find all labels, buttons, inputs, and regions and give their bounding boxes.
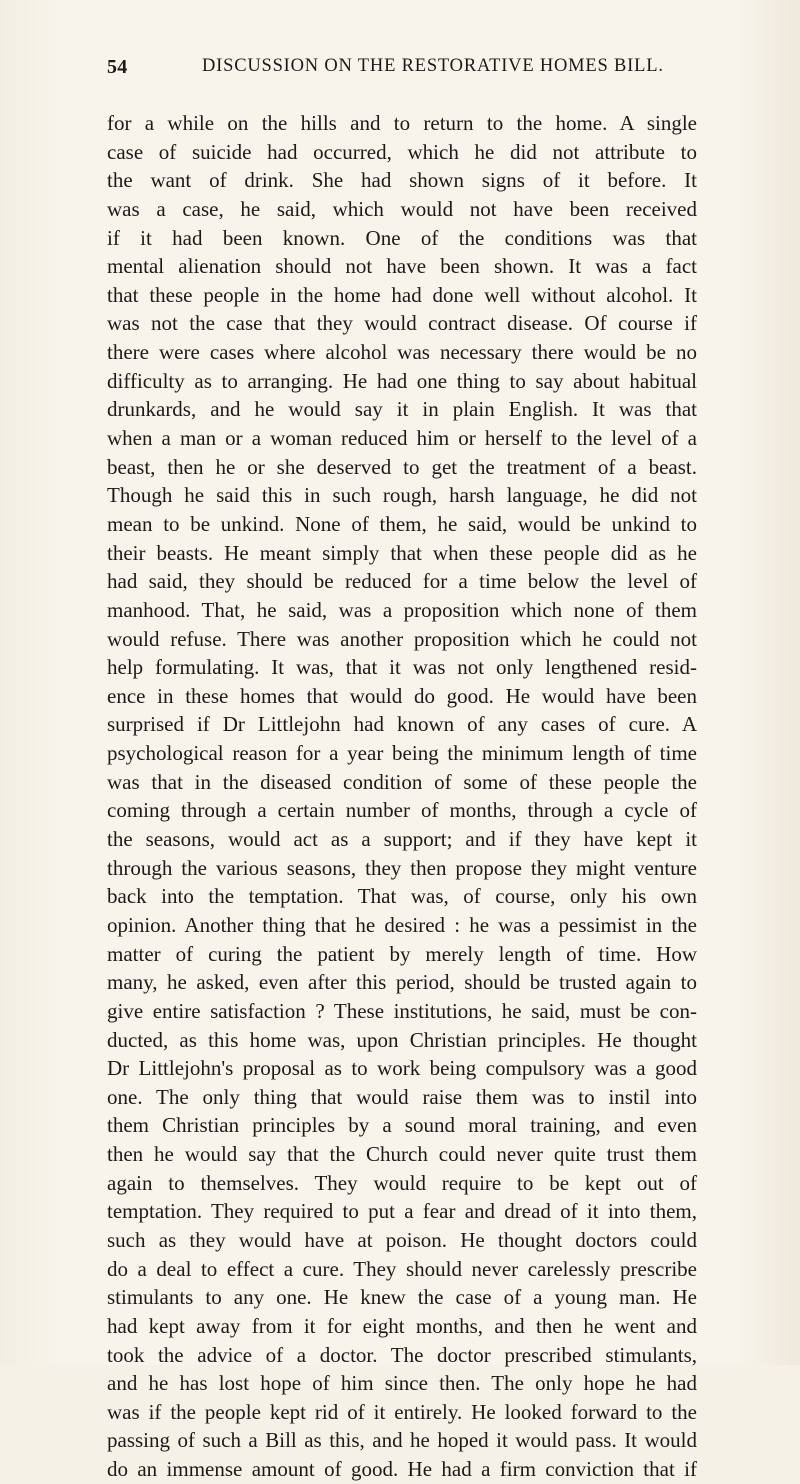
text-line: coming through a certain number of months, through a cycle of: [107, 798, 697, 823]
text-line: do an immense amount of good. He had a firm conviction that if: [107, 1457, 697, 1482]
text-line: them Christian principles by a sound moral training, and even: [107, 1113, 697, 1138]
text-line: their beasts. He meant simply that when these people did as he: [107, 540, 697, 565]
text-line: mental alienation should not have been shown. It was a fact: [107, 254, 697, 279]
page-number: 54: [107, 56, 128, 78]
text-line: ence in these homes that would do good. He would have been: [107, 683, 697, 708]
text-line: if it had been known. One of the conditions was that: [107, 225, 697, 250]
text-line: drunkards, and he would say it in plain English. It was that: [107, 397, 697, 422]
text-line: was a case, he said, which would not have been received: [107, 196, 697, 221]
text-line: Dr Littlejohn's proposal as to work being compulsory was a good: [107, 1056, 697, 1081]
text-line: would refuse. There was another proposition which he could not: [107, 626, 697, 651]
text-line: that these people in the home had done well without alcohol. It: [107, 282, 697, 307]
text-line: such as they would have at poison. He thought doctors could: [107, 1227, 697, 1252]
text-line: had kept away from it for eight months, and then he went and: [107, 1313, 697, 1338]
text-line: help formulating. It was, that it was not only lengthened resid-: [107, 655, 697, 680]
text-line: temptation. They required to put a fear and dread of it into them,: [107, 1199, 697, 1224]
text-line: mean to be unkind. None of them, he said, would be unkind to: [107, 511, 697, 536]
text-line: surprised if Dr Littlejohn had known of any cases of cure. A: [107, 712, 697, 737]
text-line: ducted, as this home was, upon Christian principles. He thought: [107, 1027, 697, 1052]
text-line: had said, they should be reduced for a time below the level of: [107, 569, 697, 594]
text-line: Though he said this in such rough, harsh language, he did not: [107, 483, 697, 508]
body-paragraph: [107, 109, 697, 1484]
text-line: manhood. That, he said, was a proposition which none of them: [107, 597, 697, 622]
text-line: was that in the diseased condition of some of these people the: [107, 769, 697, 794]
text-line: the seasons, would act as a support; and if they have kept it: [107, 827, 697, 852]
text-line: one. The only thing that would raise them was to instil into: [107, 1084, 697, 1109]
text-line: again to themselves. They would require to be kept out of: [107, 1170, 697, 1195]
text-line: do a deal to effect a cure. They should never carelessly prescribe: [107, 1256, 697, 1281]
text-line: and he has lost hope of him since then. The only hope he had: [107, 1371, 697, 1396]
text-line: was not the case that they would contract disease. Of course if: [107, 311, 697, 336]
running-head: [107, 56, 693, 82]
text-line: opinion. Another thing that he desired : he was a pessimist in the: [107, 912, 697, 937]
text-line: matter of curing the patient by merely length of time. How: [107, 941, 697, 966]
text-line: when a man or a woman reduced him or herself to the level of a: [107, 426, 697, 451]
text-line: for a while on the hills and to return to the home. A single: [107, 111, 697, 135]
text-line: through the various seasons, they then propose they might venture: [107, 855, 697, 880]
text-line: stimulants to any one. He knew the case of a young man. He: [107, 1285, 697, 1310]
text-line: psychological reason for a year being the minimum length of time: [107, 741, 697, 766]
text-line: beast, then he or she deserved to get the treatment of a beast.: [107, 454, 697, 479]
text-line: the want of drink. She had shown signs of it before. It: [107, 168, 697, 193]
text-line: difficulty as to arranging. He had one thing to say about habitual: [107, 368, 697, 393]
text-line: back into the temptation. That was, of course, only his own: [107, 884, 697, 909]
running-title: DISCUSSION ON THE RESTORATIVE HOMES BILL.: [202, 56, 664, 76]
text-line: give entire satisfaction ? These institutions, he said, must be con-: [107, 998, 697, 1023]
text-line: there were cases where alcohol was necessary there would be no: [107, 340, 697, 365]
text-line: was if the people kept rid of it entirely. He looked forward to the: [107, 1399, 697, 1424]
text-line: took the advice of a doctor. The doctor prescribed stimulants,: [107, 1342, 697, 1367]
text-line: many, he asked, even after this period, should be trusted again to: [107, 970, 697, 995]
text-line: then he would say that the Church could never quite trust them: [107, 1142, 697, 1167]
text-line: case of suicide had occurred, which he did not attribute to: [107, 139, 697, 164]
text-line: passing of such a Bill as this, and he hoped it would pass. It would: [107, 1428, 697, 1453]
